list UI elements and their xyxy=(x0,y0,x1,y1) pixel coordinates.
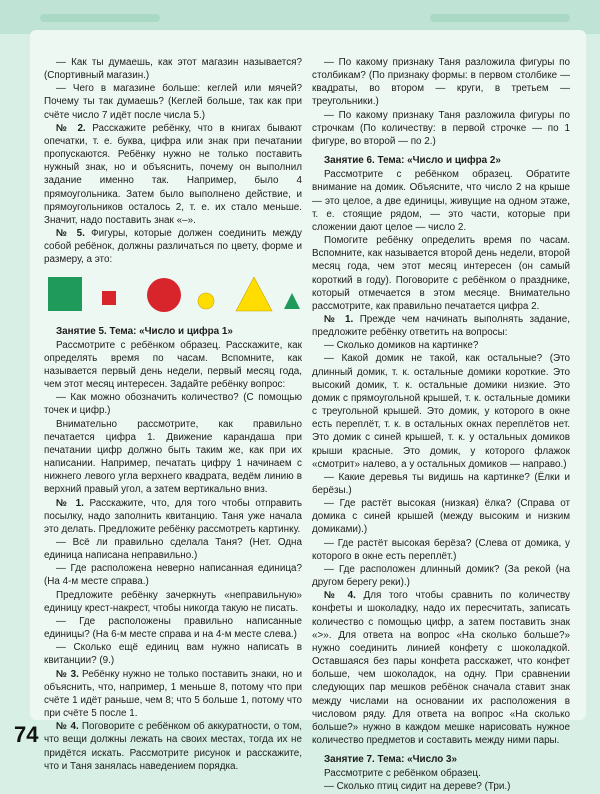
top-decoration xyxy=(0,0,600,34)
paragraph: — Сколько птиц сидит на дереве? (Три.) xyxy=(324,781,511,793)
small-red-square xyxy=(102,291,116,305)
task-number: № 4. xyxy=(324,590,356,602)
paragraph: № 4. Для того чтобы сравнить по количеству конфеты и шоколадку, надо их пересчитать, записать количество с помощью цифр, а затем поставить знак «>». Для ответа на вопрос «На сколько больше?» нужно соединить линией конфету с шоколадкой. Оставшаяся без пары конфета расскажет, что конфет больше, чем шоколадок, на одну. При сравнении следующих пар мешков ребёнок сначала ставит знак между числами на основании их расположения в числовом ряду. Для ответа на вопрос «На сколько больше?» нужно в каждом мешке нарисовать нужное количество предметов и составить между ними пары. xyxy=(312,590,570,746)
paragraph: — Где расположены правильно написанные единицы? (На 6-м месте справа и на 4-м месте слева.) xyxy=(44,615,302,641)
paragraph: — Как ты думаешь, как этот магазин называется? (Спортивный магазин.) xyxy=(44,57,302,82)
paragraph: № 4. Поговорите с ребёнком об аккуратности, о том, что вещи должны лежать на своих местах, тогда их не придётся искать. Рассмотрите рисунок и расскажите, что и Таня занялась наведением порядка. xyxy=(44,721,302,772)
paragraph: — По какому признаку Таня разложила фигуры по столбикам? (По признаку формы: в первом столбике — квадраты, во втором — круги, в третьем — треугольники.) xyxy=(312,57,570,108)
task-number: № 5. xyxy=(56,228,85,240)
task-number: № 4. xyxy=(56,721,79,733)
paragraph: № 3. Ребёнку нужно не только поставить знаки, но и объяснить, что, например, 1 меньше 8, потому что при счёте 1 идёт раньше, чем 8; что 5 больше 1, потому что при счёте 5 после 1. xyxy=(44,668,302,720)
paragraph: — Где растёт высокая (низкая) ёлка? (Справа от домика с синей крышей (между высоким и низким домиками).) xyxy=(312,498,570,536)
left-column xyxy=(44,56,302,773)
paragraph: — Сколько ещё единиц вам нужно написать в квитанции? (9.) xyxy=(44,642,302,667)
decor-bar xyxy=(40,14,160,22)
paragraph: № 2. Расскажите ребёнку, что в книгах бывают опечатки, т. е. буква, цифра или знак при печатании пропускаются. Ребёнку нужно не только поставить нужный знак, но и объяснить, почему он выполнил задание именно так. Например, было 4 прямоугольника. Затем было выполнено действие, и прямоугольников осталось 2, т. е. их стало меньше. Значит, надо поставить знак «–». xyxy=(44,122,302,226)
page-number: 74 xyxy=(14,722,39,747)
large-green-square xyxy=(48,277,82,311)
task-number: № 3. xyxy=(56,668,79,680)
paragraph: — Чего в магазине больше: кеглей или мячей? Почему ты так думаешь? (Кеглей больше, так как при счёте число 7 идёт после числа 5.) xyxy=(44,83,302,121)
lesson-heading: Занятие 5. Тема: «Число и цифра 1» xyxy=(56,325,233,337)
paragraph: Рассмотрите с ребёнком образец. Расскажите, как определять время по часам. Вспомните, как называется первый день недели, первый месяц года, чем этот месяц интересен. Задайте ребёнку вопрос: xyxy=(44,339,302,391)
paragraph: — Сколько домиков на картинке? xyxy=(324,340,479,352)
lesson-heading: Занятие 6. Тема: «Число и цифра 2» xyxy=(324,155,501,167)
paragraph: — Как можно обозначить количество? (С помощью точек и цифр.) xyxy=(44,392,302,417)
large-yellow-triangle xyxy=(236,277,272,311)
paragraph: — Где растёт высокая берёза? (Слева от домика, у которого в окне есть переплёт.) xyxy=(312,537,570,562)
paragraph: — Какой домик не такой, как остальные? (Это длинный домик, т. к. остальные домики короткие. Это высокий домик, т. к. остальные домики низкие. Это домик с прямоугольной крышей, т. к. остальные домики с треугольной крышей. Это домик, у которого в окне есть переплёт, т. к. в остальных окнах переплётов нет. Это домик с синей крышей, т. к. у остальных домиков крыши красные. Это домик, у которого флажок «смотрит» налево, а у остальных домиков — направо.) xyxy=(312,353,570,470)
task-number: № 1. xyxy=(324,313,354,325)
paragraph: Помогите ребёнку определить время по часам. Вспомните, как называется второй день недели, второй месяц года, чем этот месяц интересен (он самый короткий в году). Поговорите с ребёнком о празднике, который отмечается в этом месяце. Внимательно рассмотрите, как правильно печатается цифра 2. xyxy=(312,235,570,312)
small-yellow-circle xyxy=(198,293,214,309)
paragraph: Рассмотрите с ребёнком образец. Обратите внимание на домик. Объясните, что число 2 на крыше — это целое, а две единицы, живущие на одном этаже, т. е. стоящие рядом, — это части, которые при сложении дают целое — число 2. xyxy=(312,169,570,233)
paragraph: № 5. Фигуры, которые должен соединить между собой ребёнок, должны различаться по цвету, форме и размеру, а это: xyxy=(44,228,302,266)
paragraph: № 1. Прежде чем начинать выполнять задание, предложите ребёнку ответить на вопросы: xyxy=(312,313,570,339)
paragraph: — По какому признаку Таня разложила фигуры по строчкам (По количеству: в первой строчке — по 1 фигуре, во второй — по 2.) xyxy=(312,109,570,147)
shapes-illustration xyxy=(44,273,302,319)
paragraph: Внимательно рассмотрите, как правильно печатается цифра 1. Движение карандаша при печатании цифр должно быть таким же, как при их написании. Например, печатать цифру 1 начинаем с нижнего левого угла верхнего квадрата, ведём линию в верхний правый угол, а затем вертикально вниз. xyxy=(44,418,302,496)
task-number: № 1. xyxy=(56,497,84,509)
paragraph: — Где расположена неверно написанная единица? (На 4-м месте справа.) xyxy=(44,563,302,588)
shapes-svg xyxy=(44,273,302,319)
paragraph: Рассмотрите с ребёнком образец. xyxy=(324,768,481,780)
small-green-triangle xyxy=(284,293,300,309)
paragraph: Предложите ребёнку зачеркнуть «неправильную» единицу крест-накрест, чтобы никогда такую не писать. xyxy=(44,589,302,614)
task-number: № 2. xyxy=(56,122,86,134)
right-column xyxy=(312,56,570,794)
paragraph: № 1. Расскажите, что, для того чтобы отправить посылку, надо заполнить квитанцию. Таня уже начала это делать. Предложите ребёнку рассмотреть картинку. xyxy=(44,497,302,535)
decor-bar xyxy=(430,14,570,22)
large-red-circle xyxy=(147,278,181,312)
paragraph: — Всё ли правильно сделала Таня? (Нет. Одна единица написана неправильно.) xyxy=(44,537,302,562)
lesson-heading: Занятие 7. Тема: «Число 3» xyxy=(324,754,458,766)
paragraph: — Какие деревья ты видишь на картинке? (Ёлки и берёзы.) xyxy=(312,471,570,496)
paragraph: — Где расположен длинный домик? (За рекой (на другом берегу реки).) xyxy=(312,563,570,589)
